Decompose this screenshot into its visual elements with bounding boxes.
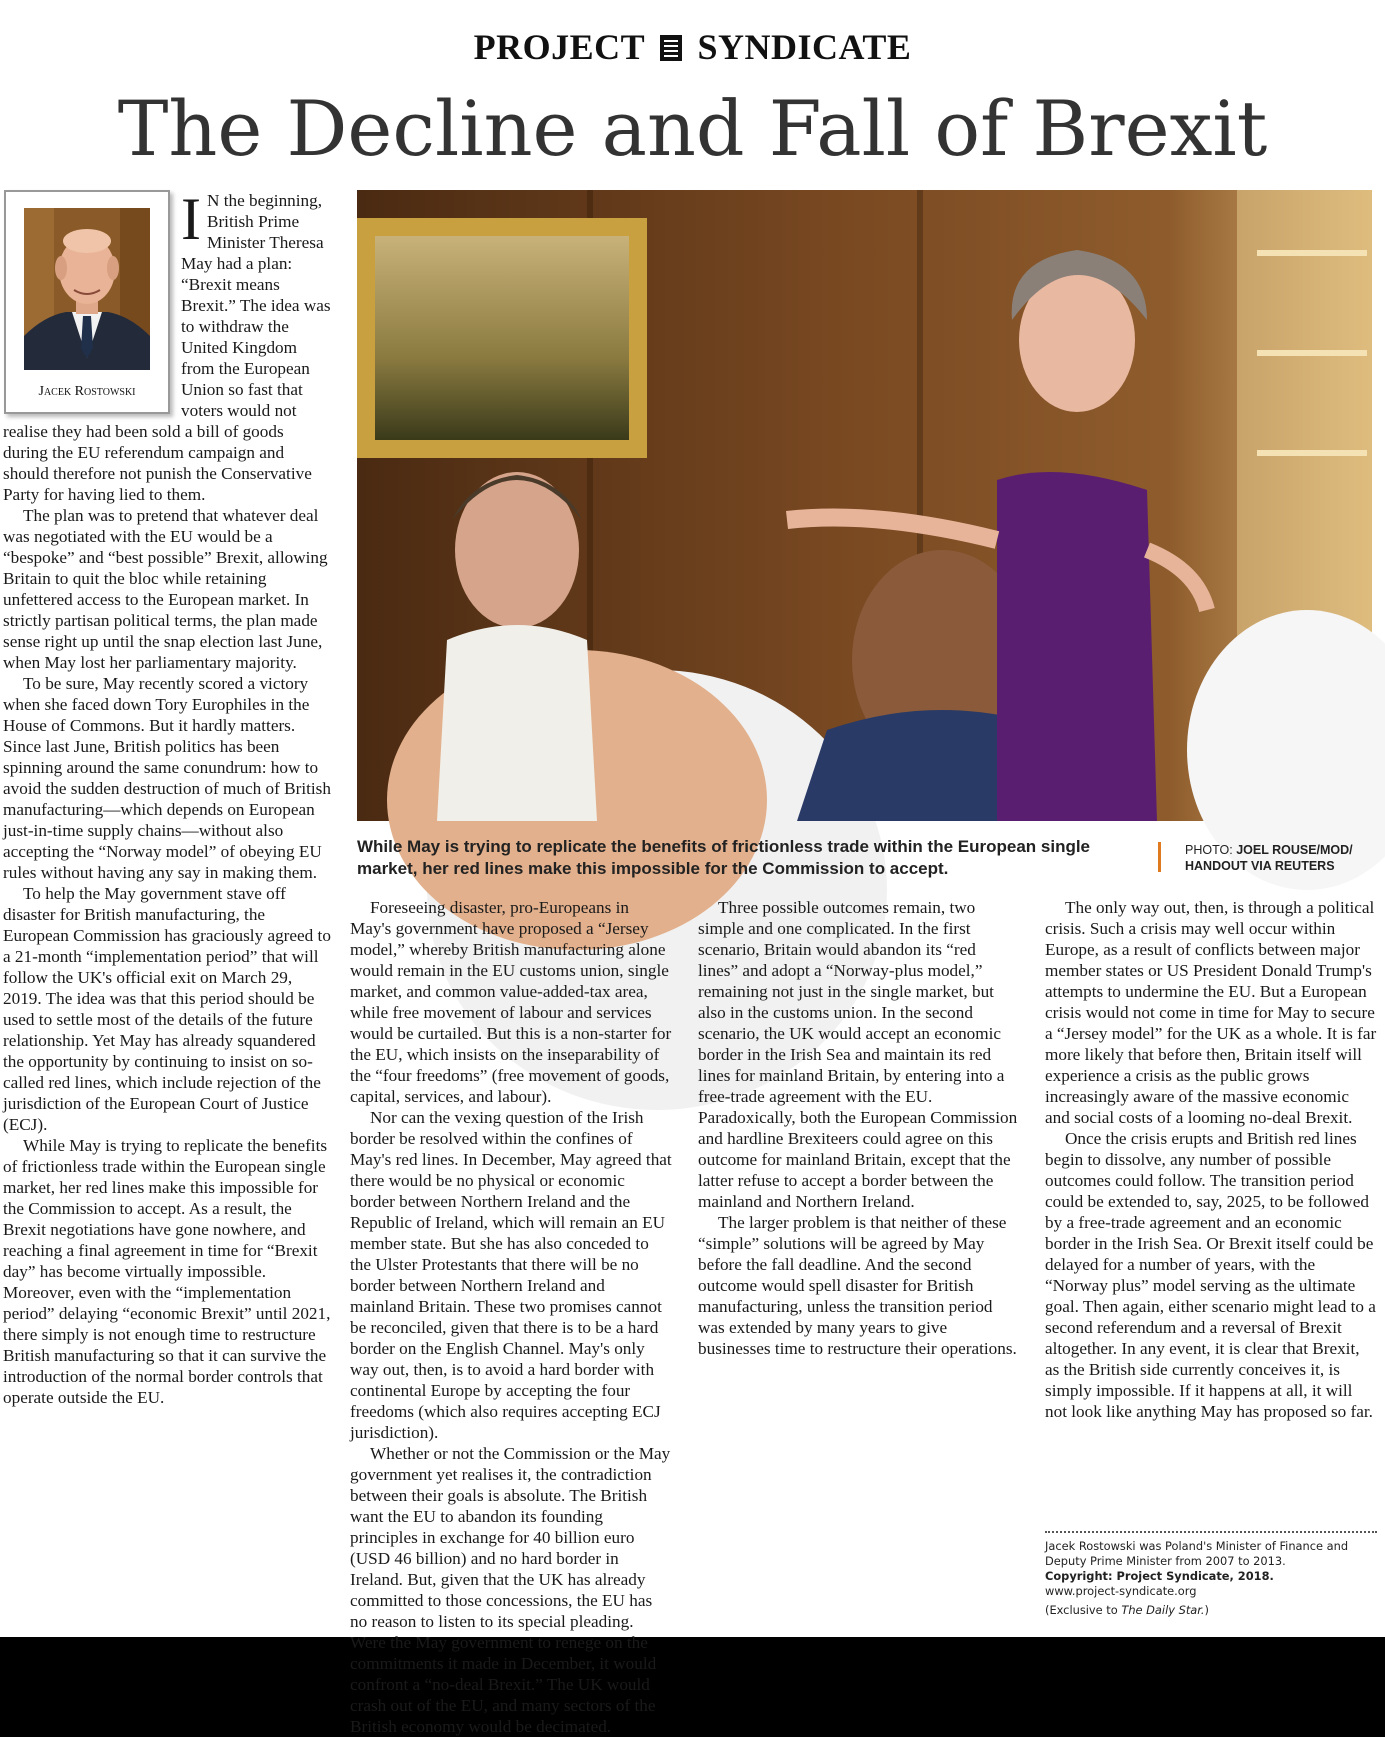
- article-paragraph: Foreseeing disaster, pro-Europeans in May's government have proposed a “Jersey model,” whereby British manufacturing alone would remain in the EU customs union, single market, and common value-added-tax area, while free movement of labour and services would be curtailed. But this is a non-starter for the EU, which insists on the inseparability of the “four freedoms” (free movement of goods, capital, services, and labour).: [350, 898, 672, 1106]
- article-paragraph: Nor can the vexing question of the Irish border be resolved within the confines of May's red lines. In December, May agreed that there would be no physical or economic border between Northern Ireland and the Republic of Ireland, which will remain an EU member state. But she has also conceded to the Ulster Protestants that there will be no border between Northern Ireland and mainland Britain. These two promises cannot be reconciled, given that there is to be a hard border on the English Channel. May's only way out, then, is to avoid a hard border with continental Europe by accepting the four freedoms (which also requires accepting ECJ jurisdiction).: [350, 1108, 672, 1442]
- headline: The Decline and Fall of Brexit: [117, 84, 1268, 173]
- syndicate-logo-icon: [660, 35, 682, 61]
- photo-credit: [1185, 842, 1385, 874]
- credit-source: JOEL ROUSE/MOD/ HANDOUT VIA REUTERS: [1185, 843, 1353, 873]
- article-column-1: [3, 186, 331, 1408]
- masthead-right: SYNDICATE: [697, 27, 912, 67]
- article-paragraph: The larger problem is that neither of these “simple” solutions will be agreed by May before the fall deadline. And the second outcome would spell disaster for British manufacturing, unless the transition period was extended by many years to give businesses time to restructure their operations.: [698, 1213, 1017, 1358]
- paper-name: The Daily Star.: [1121, 1603, 1205, 1617]
- source-url: www.project-syndicate.org: [1045, 1584, 1197, 1598]
- article-column-4: [1045, 897, 1377, 1422]
- photo-caption: While May is trying to replicate the benefits of frictionless trade within the European single market, her red lines make this impossible for the Commission to accept.: [357, 837, 1091, 878]
- article-paragraph: To be sure, May recently scored a victory when she faced down Tory Europhiles in the House of Commons. But it hardly matters. Since last June, British politics has been spinning around the same conundrum: how to avoid the sudden destruction of much of British manufacturing—which depends on European just-in-time supply chains—without also accepting the “Norway model” of obeying EU rules without having any say in making them.: [3, 674, 331, 882]
- article-column-2: [350, 897, 672, 1737]
- article-paragraph: The plan was to pretend that whatever deal was negotiated with the EU would be a “bespoke” and “best possible” Brexit, allowing Britain to quit the bloc while retaining unfettered access to the European market. In strictly partisan political terms, the plan made sense right up until the snap election last June, when May lost her parliamentary majority.: [3, 506, 328, 672]
- bio-text: Jacek Rostowski was Poland's Minister of Finance and Deputy Prime Minister from 2007 to 2013.: [1045, 1539, 1349, 1568]
- author-caption: Jacek Rostowski: [38, 384, 136, 399]
- author-bio: [1045, 1531, 1377, 1618]
- article-paragraph: I N the beginning, British Prime Minister Theresa May had a plan: “Brexit means Brexit.” The idea was to withdraw the United Kingdom from the European Union so fast that voters would not realise they had been sold a bill of goods during the EU referendum campaign and should therefore not punish the Conservative Party for having lied to them.: [3, 186, 331, 504]
- headshot-spacer: [3, 190, 181, 416]
- article-paragraph: Three possible outcomes remain, two simple and one complicated. In the first scenario, Britain would abandon its “red lines” and adopt a “Norway-plus model,” remaining not just in the single market, but also in the customs union. In the second scenario, the UK would accept an economic border in the Irish Sea and maintain its red lines for mainland Britain, by entering into a free-trade agreement with the EU. Paradoxically, both the European Commission and hardline Brexiteers could agree on this outcome for mainland Britain, except that the latter refuse to accept a border between the mainland and Northern Ireland.: [698, 898, 1018, 1211]
- masthead-left: PROJECT: [473, 27, 645, 67]
- copyright-line: Copyright: Project Syndicate, 2018.: [1045, 1569, 1274, 1583]
- article-column-3: [698, 897, 1020, 1359]
- credit-divider: [1158, 842, 1161, 872]
- article-paragraph: To help the May government stave off disaster for British manufacturing, the European Commission has graciously agreed to a 21-month “implementation period” that will follow the UK's official exit on March 29, 2019. The idea was that this period should be used to settle most of the details of the future relationship. Yet May has already squandered the opportunity by continuing to insist on so-called red lines, which include rejection of the jurisdiction of the European Court of Justice (ECJ).: [3, 884, 331, 1134]
- article-paragraph: While May is trying to replicate the benefits of frictionless trade within the European single market, her red lines make this impossible for the Commission to accept. As a result, the Brexit negotiations have gone nowhere, and reaching a final agreement in time for “Brexit day” has become virtually impossible. Moreover, even with the “implementation period” delaying “economic Brexit” until 2021, there simply is not enough time to restructure British manufacturing so that it can survive the introduction of the normal border controls that operate outside the EU.: [3, 1136, 331, 1407]
- masthead: [0, 26, 1385, 68]
- credit-label: PHOTO:: [1185, 843, 1233, 857]
- article-paragraph: The only way out, then, is through a political crisis. Such a crisis may well occur within Europe, as a result of conflicts between major member states or US President Donald Trump's attempts to undermine the EU. But a European crisis would not come in time for May to secure a “Jersey model” for the UK as a whole. It is far more likely that before then, Britain itself will experience a crisis as the public grows increasingly aware of the massive economic and social costs of a looming no-deal Brexit.: [1045, 898, 1377, 1127]
- news-photo: [357, 190, 1372, 821]
- drop-cap: I: [181, 186, 201, 252]
- article-paragraph: Whether or not the Commission or the May government yet realises it, the contradiction between their goals is absolute. The British want the EU to abandon its founding principles in exchange for 40 billion euro (USD 46 billion) and no hard border in Ireland. But, given that the UK has already committed to those concessions, the EU has no reason to listen to its special pleading. Were the May government to renege on the commitments it made in December, it would confront a “no-deal Brexit.” The UK would crash out of the EU, and many sectors of the British economy would be decimated.: [350, 1444, 671, 1736]
- article-paragraph: Once the crisis erupts and British red lines begin to dissolve, any number of possible outcomes could follow. The transition period could be extended to, say, 2025, to be followed by a free-trade agreement and an economic border in the Irish Sea. Or Brexit itself could be delayed for a number of years, with the “Norway plus” model serving as the ultimate goal. Then again, either scenario might lead to a second referendum and a reversal of Brexit altogether. In any event, it is clear that Brexit, as the British side currently conceives it, is simply impossible. If it happens at all, it will not look like anything May has proposed so far.: [1045, 1129, 1376, 1421]
- exclusive-note: (Exclusive to The Daily Star.): [1045, 1603, 1209, 1617]
